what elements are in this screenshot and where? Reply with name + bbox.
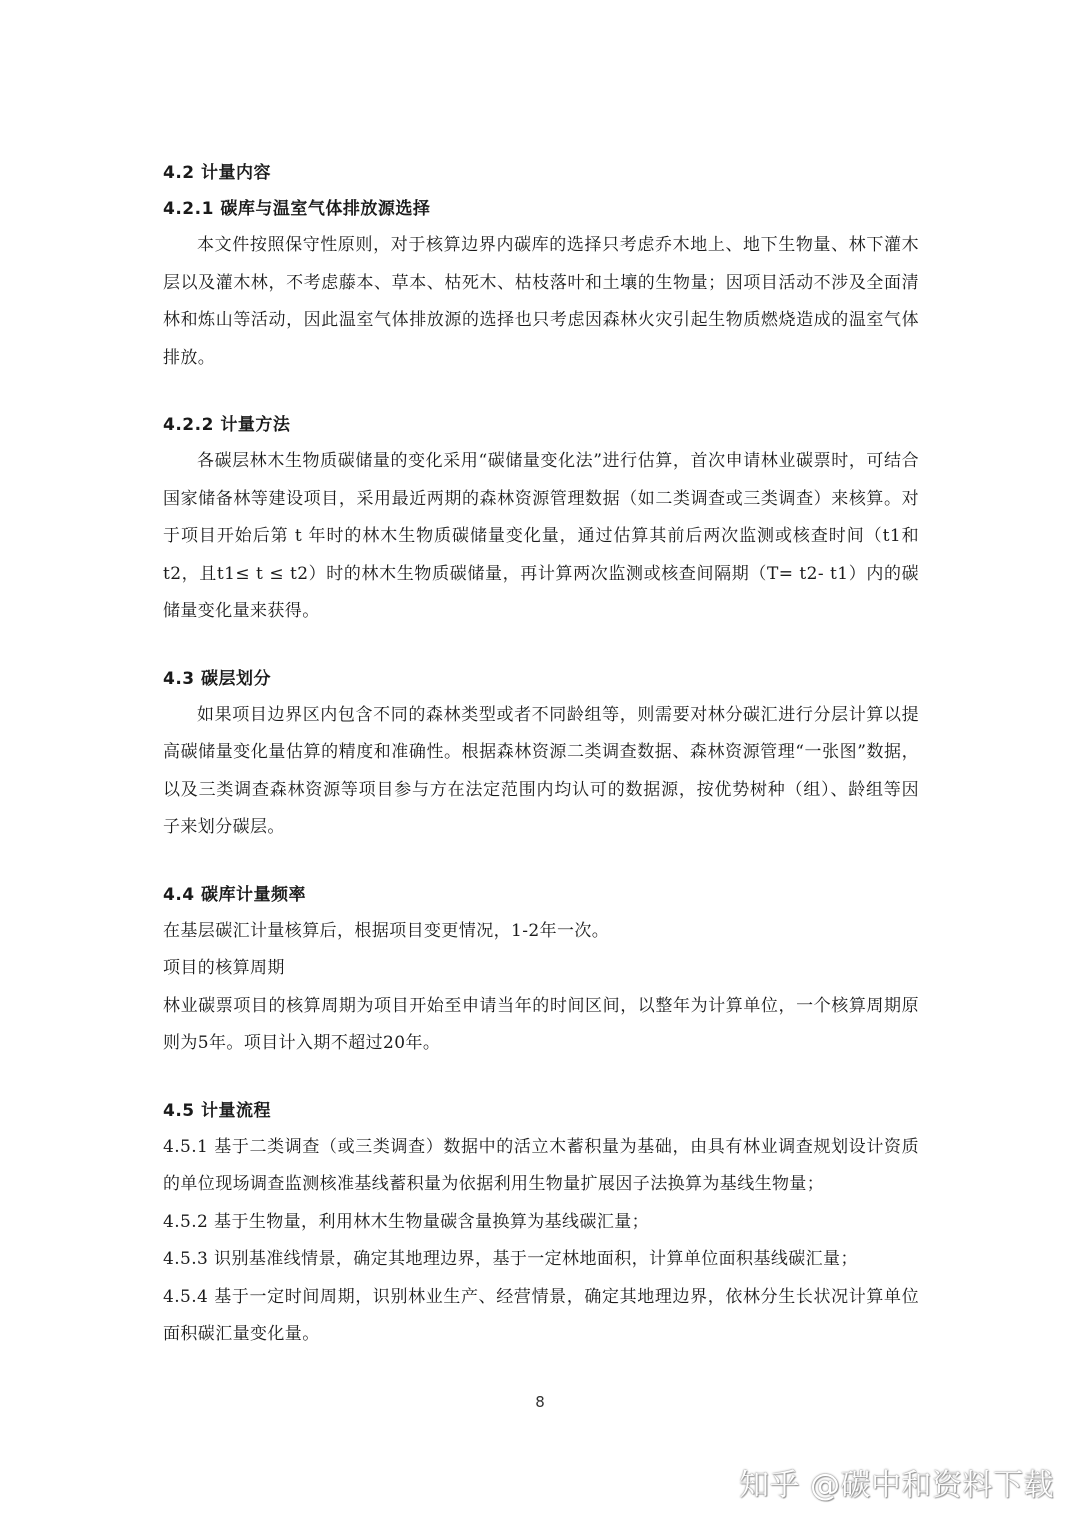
- heading-4-2: 4.2 计量内容: [163, 163, 272, 183]
- paragraph-4-4-cycle-title: 项目的核算周期: [163, 958, 285, 978]
- paragraph-4-2-2: 各碳层林木生物质碳储量的变化采用“碳储量变化法”进行估算，首次申请林业碳票时，可结合国家储备林等建设项目，采用最近两期的森林资源管理数据（如二类调查或三类调查）来核算。对于项目开始后第 t 年时的林木生物质碳储量变化量，通过估算其前后两次监测或核查时间（t1和t2，且t1≤ t ≤ t2）时的林木生物质碳储量，再计算两次监测或核查间隔期（T= t2- t1）内的碳储量变化量来获得。: [163, 451, 919, 621]
- list-item-4-5-3: 4.5.3 识别基准线情景，确定其地理边界，基于一定林地面积，计算单位面积基线碳汇量；: [163, 1249, 858, 1269]
- heading-4-4: 4.4 碳库计量频率: [163, 884, 307, 905]
- paragraph-4-4-frequency: 在基层碳汇计量核算后，根据项目变更情况，1-2年一次。: [163, 920, 610, 941]
- page-content: [163, 155, 919, 1354]
- list-item-4-5-2: 4.5.2 基于生物量，利用林木生物量碳含量换算为基线碳汇量；: [163, 1211, 650, 1232]
- paragraph-4-3: 如果项目边界区内包含不同的森林类型或者不同龄组等，则需要对林分碳汇进行分层计算以提高碳储量变化量估算的精度和准确性。根据森林资源二类调查数据、森林资源管理“一张图”数据，以及三类调查森林资源等项目参与方在法定范围内均认可的数据源，按优势树种（组）、龄组等因子来划分碳层。: [163, 704, 919, 837]
- heading-4-5: 4.5 计量流程: [163, 1100, 272, 1121]
- list-item-4-5-1: 4.5.1 基于二类调查（或三类调查）数据中的活立木蓄积量为基础，由具有林业调查规划设计资质的单位现场调查监测核准基线蓄积量为依据利用生物量扩展因子法换算为基线生物量；: [163, 1136, 919, 1194]
- paragraph-4-4-cycle: 林业碳票项目的核算周期为项目开始至申请当年的时间区间，以整年为计算单位，一个核算周期原则为5年。项目计入期不超过20年。: [163, 995, 919, 1053]
- heading-4-2-2: 4.2.2 计量方法: [163, 415, 291, 435]
- paragraph-4-2-1: 本文件按照保守性原则，对于核算边界内碳库的选择只考虑乔木地上、地下生物量、林下灌木层以及灌木林，不考虑藤本、草本、枯死木、枯枝落叶和土壤的生物量；因项目活动不涉及全面清林和炼山等活动，因此温室气体排放源的选择也只考虑因森林火灾引起生物质燃烧造成的温室气体排放。: [163, 235, 919, 368]
- list-item-4-5-4: 4.5.4 基于一定时间周期，识别林业生产、经营情景，确定其地理边界，依林分生长状况计算单位面积碳汇量变化量。: [163, 1286, 919, 1344]
- page-number: 8: [535, 1393, 545, 1411]
- heading-4-2-1: 4.2.1 碳库与温室气体排放源选择: [163, 199, 431, 219]
- heading-4-3: 4.3 碳层划分: [163, 668, 272, 689]
- watermark: 知乎 @碳中和资料下载: [738, 1468, 1054, 1503]
